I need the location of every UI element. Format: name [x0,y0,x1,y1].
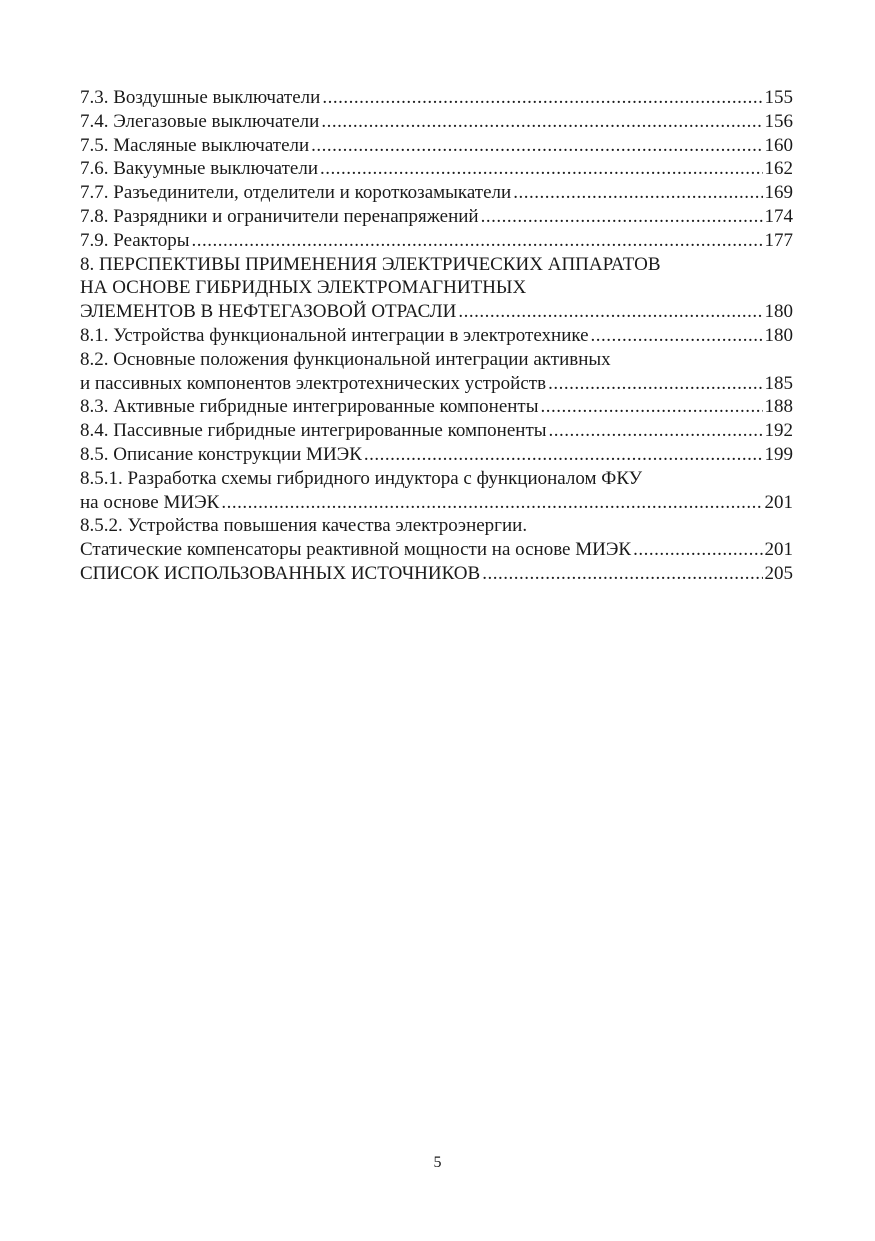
toc-entry-title-line: на основе МИЭК [80,491,220,513]
toc-entry-row [80,181,793,205]
toc-entry-title-line: 8. ПЕРСПЕКТИВЫ ПРИМЕНЕНИЯ ЭЛЕКТРИЧЕСКИХ АППАРАТОВ [80,253,661,275]
toc-entry-row [80,324,793,348]
toc-entry-title-line: Статические компенсаторы реактивной мощности на основе МИЭК [80,539,632,561]
dot-leader [458,300,762,324]
toc-entry-page: 156 [764,110,793,132]
toc-entry-title-line: 7.3. Воздушные выключатели [80,87,321,108]
toc-entry-page: 199 [764,443,793,465]
toc-entry [80,110,793,134]
toc-entry [80,443,793,467]
toc-entry [80,205,793,229]
toc-entry-page: 155 [764,87,793,108]
toc-entry-row [80,491,793,515]
toc-entry-row [80,157,793,181]
toc-entry-row [80,372,793,396]
toc-entry-page: 169 [764,182,793,204]
toc-entry [80,181,793,205]
toc-entry [80,467,793,515]
toc-entry [80,324,793,348]
table-of-contents [80,86,793,586]
toc-entry-page: 180 [764,324,793,346]
toc-entry-page: 177 [764,229,793,251]
toc-entry-title-line: 7.9. Реакторы [80,229,190,251]
page-number: 5 [433,1154,442,1171]
toc-entry [80,348,793,396]
toc-entry-title-line: 8.4. Пассивные гибридные интегрированные компоненты [80,420,547,442]
toc-entry-title-line: 7.8. Разрядники и ограничители перенапряжений [80,205,479,227]
toc-entry [80,134,793,158]
toc-entry [80,229,793,253]
toc-entry-row [80,86,793,110]
toc-entry [80,514,793,562]
dot-leader [191,229,762,253]
toc-entry-page: 180 [764,301,793,323]
dot-leader [481,205,763,229]
toc-entry-title-line: 7.4. Элегазовые выключатели [80,110,320,132]
dot-leader [513,181,762,205]
toc-entry-row [80,134,793,158]
toc-entry-title-line: 7.6. Вакуумные выключатели [80,158,319,180]
toc-entry-page: 160 [764,134,793,156]
dot-leader [549,419,763,443]
toc-entry-row [80,205,793,229]
toc-entry [80,395,793,419]
toc-entry [80,562,793,586]
toc-entry-row [80,229,793,253]
toc-entry-row [80,395,793,419]
toc-entry-row [80,300,793,324]
toc-entry-page: 201 [764,539,793,561]
dot-leader [320,157,762,181]
toc-entry-page: 185 [764,372,793,394]
toc-entry [80,86,793,110]
toc-entry-title-line: 8.3. Активные гибридные интегрированные компоненты [80,396,539,418]
toc-entry-title-line: СПИСОК ИСПОЛЬЗОВАННЫХ ИСТОЧНИКОВ [80,562,481,584]
toc-entry [80,253,793,324]
dot-leader [633,538,762,562]
dot-leader [541,395,763,419]
toc-entry-title-line: 7.5. Масляные выключатели [80,134,310,156]
toc-entry [80,419,793,443]
toc-entry-page: 205 [764,562,793,584]
dot-leader [311,134,762,158]
toc-entry-page: 188 [764,396,793,418]
toc-entry-row [80,419,793,443]
toc-entry-title-line: 8.1. Устройства функциональной интеграции в электротехнике [80,324,589,346]
toc-entry-page: 174 [764,205,793,227]
dot-leader [221,491,762,515]
toc-entry-row [80,538,793,562]
toc-entry-row [80,562,793,586]
toc-entry-title-line: 8.5. Описание конструкции МИЭК [80,443,362,465]
dot-leader [591,324,763,348]
toc-entry-title-line: 7.7. Разъединители, отделители и короткозамыкатели [80,182,512,204]
toc-entry-title-line: 8.5.1. Разработка схемы гибридного индуктора с функционалом ФКУ [80,467,643,489]
dot-leader [548,372,762,396]
toc-entry-title-line: 8.5.2. Устройства повышения качества электроэнергии. [80,515,528,537]
toc-entry-title-line: и пассивных компонентов электротехнических устройств [80,372,547,394]
toc-entry-title-line: ЭЛЕМЕНТОВ В НЕФТЕГАЗОВОЙ ОТРАСЛИ [80,301,457,323]
dot-leader [364,443,763,467]
toc-entry-page: 201 [764,491,793,513]
toc-entry-row [80,110,793,134]
toc-entry-page: 192 [764,420,793,442]
toc-entry-title-line: НА ОСНОВЕ ГИБРИДНЫХ ЭЛЕКТРОМАГНИТНЫХ [80,277,527,299]
dot-leader [322,86,762,110]
toc-entry-page: 162 [764,158,793,180]
toc-entry-title-line: 8.2. Основные положения функциональной интеграции активных [80,348,611,370]
toc-entry-row [80,443,793,467]
toc-entry [80,157,793,181]
dot-leader [482,562,762,586]
dot-leader [321,110,762,134]
